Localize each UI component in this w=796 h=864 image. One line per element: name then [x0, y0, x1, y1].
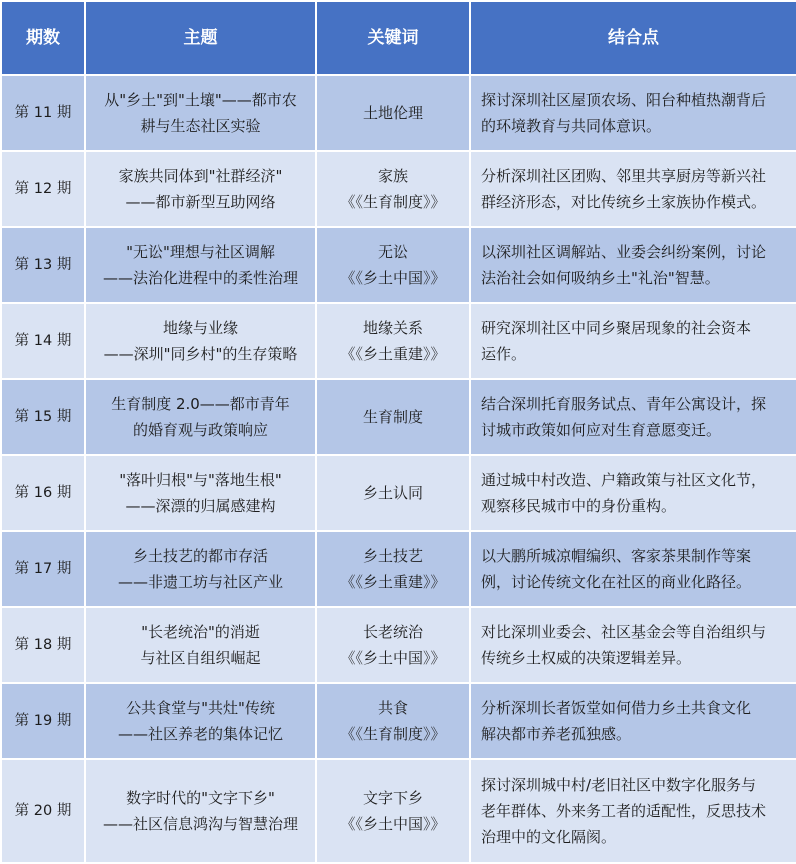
header-point: 结合点 — [470, 1, 796, 75]
cell-theme — [85, 607, 316, 683]
cell-keyword — [316, 531, 470, 607]
cell-point-line: 传统乡土权威的决策逻辑差异。 — [481, 649, 692, 667]
cell-theme-line: 生育制度 2.0——都市青年 — [111, 395, 290, 413]
cell-theme — [85, 455, 316, 531]
cell-keyword — [316, 151, 470, 227]
cell-point — [470, 227, 796, 303]
cell-keyword-line: 《《乡土重建》》 — [340, 345, 446, 363]
cell-keyword-line: 《《乡土重建》》 — [340, 573, 446, 591]
cell-point-line: 群经济形态，对比传统乡土家族协作模式。 — [481, 193, 767, 211]
cell-theme-line: 乡土技艺的都市存活 — [132, 547, 268, 565]
header-theme: 主题 — [85, 1, 316, 75]
cell-theme — [85, 379, 316, 455]
cell-keyword — [316, 607, 470, 683]
table-row — [1, 227, 796, 303]
cell-point-line: 结合深圳托育服务试点、青年公寓设计，探 — [481, 395, 767, 413]
table-row — [1, 151, 796, 227]
table-row — [1, 531, 796, 607]
cell-keyword — [316, 303, 470, 379]
cell-point-line: 老年群体、外来务工者的适配性，反思技术 — [481, 802, 767, 820]
cell-theme-line: ——非遗工坊与社区产业 — [117, 573, 283, 591]
cell-keyword-line: 乡土技艺 — [362, 547, 423, 565]
cell-theme-line: 与社区自组织崛起 — [140, 649, 261, 667]
cell-keyword-line: 地缘关系 — [362, 319, 423, 337]
cell-point — [470, 379, 796, 455]
cell-theme-line: ——社区信息鸿沟与智慧治理 — [102, 815, 298, 833]
cell-theme-line: 的婚育观与政策响应 — [132, 421, 268, 439]
cell-keyword-line: 文字下乡 — [362, 789, 423, 807]
cell-point-line: 研究深圳社区中同乡聚居现象的社会资本 — [481, 319, 752, 337]
cell-theme-line: 从"乡土"到"土壤"——都市农 — [104, 91, 297, 109]
cell-theme — [85, 303, 316, 379]
cell-issue: 第 18 期 — [1, 607, 85, 683]
cell-point — [470, 607, 796, 683]
cell-keyword — [316, 379, 470, 455]
cell-theme-line: ——都市新型互助网络 — [125, 193, 276, 211]
cell-issue: 第 12 期 — [1, 151, 85, 227]
table-row — [1, 379, 796, 455]
cell-point-line: 观察移民城市中的身份重构。 — [481, 497, 677, 515]
cell-keyword-line: 长老统治 — [362, 623, 423, 641]
table-row — [1, 455, 796, 531]
cell-keyword — [316, 455, 470, 531]
cell-issue: 第 11 期 — [1, 75, 85, 151]
cell-point-line: 解决都市养老孤独感。 — [481, 725, 632, 743]
cell-point — [470, 455, 796, 531]
cell-theme-line: 数字时代的"文字下乡" — [126, 789, 275, 807]
cell-theme-line: 家族共同体到"社群经济" — [118, 167, 283, 185]
cell-keyword-line: 《《乡土中国》》 — [340, 649, 446, 667]
header-issue: 期数 — [1, 1, 85, 75]
cell-theme — [85, 683, 316, 759]
cell-keyword — [316, 227, 470, 303]
cell-theme-line: "落叶归根"与"落地生根" — [119, 471, 282, 489]
cell-theme-line: ——深圳"同乡村"的生存策略 — [103, 345, 298, 363]
cell-theme-line: 耕与生态社区实验 — [140, 117, 261, 135]
cell-point-line: 分析深圳社区团购、邻里共享厨房等新兴社 — [481, 167, 767, 185]
cell-point-line: 对比深圳业委会、社区基金会等自治组织与 — [481, 623, 767, 641]
cell-theme-line: 公共食堂与"共灶"传统 — [126, 699, 275, 717]
table-row — [1, 75, 796, 151]
cell-keyword-line: 《《乡土中国》》 — [340, 269, 446, 287]
cell-theme-line: ——社区养老的集体记忆 — [117, 725, 283, 743]
cell-theme — [85, 75, 316, 151]
table-row — [1, 683, 796, 759]
cell-issue: 第 13 期 — [1, 227, 85, 303]
cell-point-line: 法治社会如何吸纳乡土"礼治"智慧。 — [481, 269, 720, 287]
cell-keyword-line: 家族 — [377, 167, 408, 185]
cell-theme-line: "无讼"理想与社区调解 — [126, 243, 275, 261]
table-row — [1, 759, 796, 863]
cell-point-line: 运作。 — [481, 345, 527, 363]
cell-keyword — [316, 683, 470, 759]
header-keyword: 关键词 — [316, 1, 470, 75]
cell-keyword-line: 无讼 — [377, 243, 408, 261]
cell-keyword-line: 《《生育制度》》 — [340, 193, 446, 211]
cell-theme-line: ——深漂的归属感建构 — [125, 497, 276, 515]
cell-point — [470, 75, 796, 151]
cell-keyword-line: 共食 — [377, 699, 408, 717]
cell-theme — [85, 759, 316, 863]
cell-point-line: 的环境教育与共同体意识。 — [481, 117, 662, 135]
cell-issue: 第 19 期 — [1, 683, 85, 759]
cell-point-line: 以大鹏所城凉帽编织、客家茶果制作等案 — [481, 547, 752, 565]
table-row — [1, 607, 796, 683]
cell-keyword-line: 生育制度 — [362, 408, 423, 426]
cell-theme — [85, 151, 316, 227]
cell-theme — [85, 531, 316, 607]
cell-keyword-line: 土地伦理 — [362, 104, 423, 122]
cell-theme-line: ——法治化进程中的柔性治理 — [102, 269, 298, 287]
cell-keyword-line: 《《生育制度》》 — [340, 725, 446, 743]
cell-point — [470, 531, 796, 607]
cell-point-line: 通过城中村改造、户籍政策与社区文化节， — [481, 471, 767, 489]
cell-theme — [85, 227, 316, 303]
cell-issue: 第 15 期 — [1, 379, 85, 455]
cell-point — [470, 683, 796, 759]
cell-point — [470, 759, 796, 863]
cell-point-line: 探讨深圳城中村/老旧社区中数字化服务与 — [481, 776, 757, 794]
cell-point-line: 讨城市政策如何应对生育意愿变迁。 — [481, 421, 722, 439]
cell-point-line: 例，讨论传统文化在社区的商业化路径。 — [481, 573, 752, 591]
cell-point-line: 分析深圳长者饭堂如何借力乡土共食文化 — [481, 699, 752, 717]
cell-issue: 第 16 期 — [1, 455, 85, 531]
cell-point-line: 探讨深圳社区屋顶农场、阳台种植热潮背后 — [481, 91, 767, 109]
cell-keyword — [316, 75, 470, 151]
cell-issue: 第 14 期 — [1, 303, 85, 379]
cell-theme-line: 地缘与业缘 — [162, 319, 238, 337]
cell-point — [470, 151, 796, 227]
cell-issue: 第 20 期 — [1, 759, 85, 863]
cell-issue: 第 17 期 — [1, 531, 85, 607]
cell-point-line: 治理中的文化隔阂。 — [481, 828, 617, 846]
header-row — [1, 1, 796, 75]
cell-point-line: 以深圳社区调解站、业委会纠纷案例，讨论 — [481, 243, 767, 261]
cell-theme-line: "长老统治"的消逝 — [141, 623, 260, 641]
cell-keyword-line: 《《乡土中国》》 — [340, 815, 446, 833]
table-body — [1, 75, 796, 863]
cell-keyword-line: 乡土认同 — [362, 484, 423, 502]
table-row — [1, 303, 796, 379]
cell-keyword — [316, 759, 470, 863]
cell-point — [470, 303, 796, 379]
